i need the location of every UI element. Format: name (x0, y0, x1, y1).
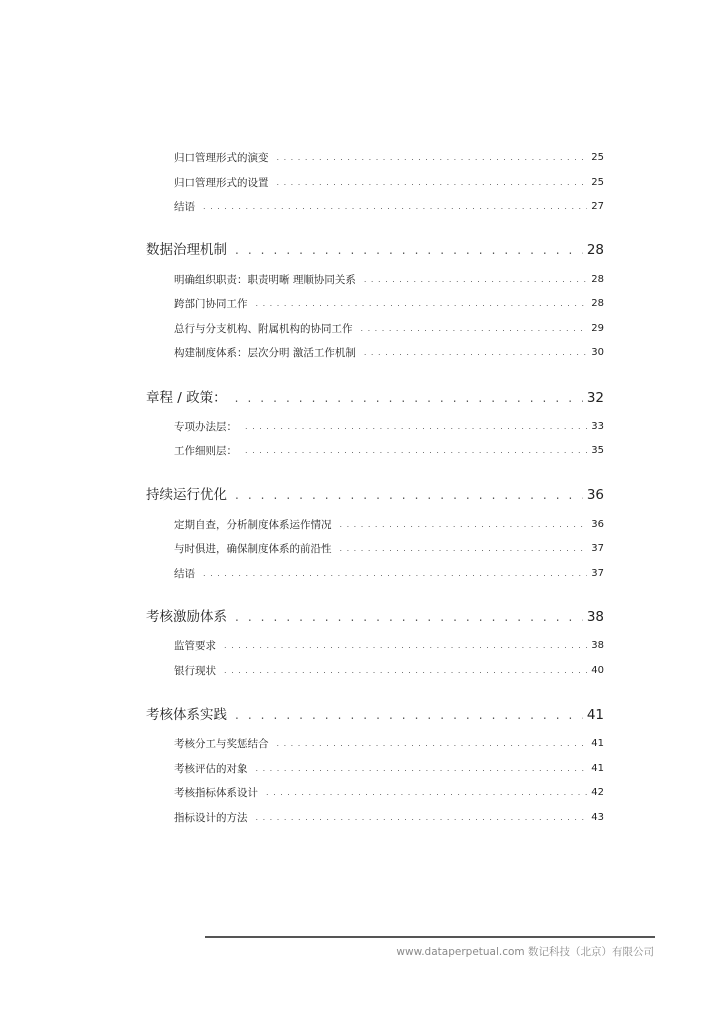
toc-entry-page: 28 (591, 274, 604, 285)
toc-section-title: 考核激励体系 (146, 609, 227, 625)
toc-entry-page: 25 (591, 177, 604, 188)
leader-dots (340, 518, 588, 532)
toc-entry[interactable] (174, 786, 604, 800)
toc-entry-title: 定期自查，分析制度体系运作情况 (174, 519, 332, 531)
toc-section-title: 考核体系实践 (146, 707, 227, 723)
toc-entry-title: 专项办法层： (174, 421, 237, 433)
leader-dots (203, 567, 587, 581)
leader-dots (235, 241, 583, 259)
leader-dots (235, 706, 583, 724)
toc-section[interactable] (146, 241, 604, 259)
toc-entry-page: 29 (591, 323, 604, 334)
toc-entry-page: 40 (591, 665, 604, 676)
toc-section-page: 28 (586, 242, 604, 258)
toc-section-title: 持续运行优化 (146, 487, 227, 503)
toc-entry-page: 43 (591, 812, 604, 823)
leader-dots (364, 273, 587, 287)
leader-dots (245, 420, 587, 434)
footer-divider (205, 936, 655, 938)
leader-dots (277, 176, 588, 190)
toc-entry[interactable] (174, 518, 604, 532)
leader-dots (340, 542, 588, 556)
toc-entry-title: 结语 (174, 201, 195, 213)
toc-entry[interactable] (174, 737, 604, 751)
toc-entry-title: 跨部门协同工作 (174, 298, 248, 310)
toc-entry-title: 总行与分支机构、附属机构的协同工作 (174, 323, 353, 335)
toc-entry[interactable] (174, 444, 604, 458)
toc-entry-page: 38 (591, 640, 604, 651)
toc-entry[interactable] (174, 322, 604, 336)
toc-entry-page: 36 (591, 519, 604, 530)
toc-section-title: 章程 / 政策： (146, 390, 227, 406)
toc-section[interactable] (146, 608, 604, 626)
toc-entry[interactable] (174, 567, 604, 581)
toc-entry-page: 41 (591, 763, 604, 774)
toc-entry-title: 监管要求 (174, 640, 216, 652)
toc-section-page: 36 (586, 487, 604, 503)
toc-entry-title: 归口管理形式的设置 (174, 177, 269, 189)
leader-dots (203, 200, 587, 214)
toc-entry-title: 结语 (174, 568, 195, 580)
toc-entry-title: 工作细则层： (174, 445, 237, 457)
leader-dots (235, 486, 583, 504)
toc-entry-title: 银行现状 (174, 665, 216, 677)
toc-entry-title: 考核指标体系设计 (174, 787, 258, 799)
toc-entry[interactable] (174, 297, 604, 311)
leader-dots (256, 762, 588, 776)
toc-entry[interactable] (174, 200, 604, 214)
leader-dots (235, 389, 583, 407)
toc-entry-title: 明确组织职责：职责明晰 理顺协同关系 (174, 274, 356, 286)
toc-entry-page: 37 (591, 568, 604, 579)
toc-entry-page: 42 (591, 787, 604, 798)
leader-dots (235, 608, 583, 626)
toc-entry[interactable] (174, 273, 604, 287)
footer-text: www.dataperpetual.com 数记科技（北京）有限公司 (396, 946, 654, 958)
leader-dots (277, 151, 588, 165)
toc-entry[interactable] (174, 176, 604, 190)
leader-dots (361, 322, 588, 336)
leader-dots (224, 639, 587, 653)
toc-entry[interactable] (174, 151, 604, 165)
toc-entry[interactable] (174, 762, 604, 776)
leader-dots (256, 811, 588, 825)
toc-entry-page: 28 (591, 298, 604, 309)
leader-dots (256, 297, 588, 311)
toc-section-page: 41 (586, 707, 604, 723)
toc-section-title: 数据治理机制 (146, 242, 227, 258)
toc-entry[interactable] (174, 664, 604, 678)
toc-section[interactable] (146, 389, 604, 407)
leader-dots (245, 444, 587, 458)
toc-section-page: 38 (586, 609, 604, 625)
toc-entry[interactable] (174, 346, 604, 360)
toc-entry-page: 30 (591, 347, 604, 358)
toc-entry-page: 27 (591, 201, 604, 212)
toc-entry-page: 37 (591, 543, 604, 554)
toc-entry[interactable] (174, 811, 604, 825)
toc-section-page: 32 (586, 390, 604, 406)
toc-entry-title: 指标设计的方法 (174, 812, 248, 824)
toc-entry-title: 归口管理形式的演变 (174, 152, 269, 164)
leader-dots (277, 737, 588, 751)
toc-entry-page: 33 (591, 421, 604, 432)
toc-section[interactable] (146, 706, 604, 724)
leader-dots (266, 786, 587, 800)
toc-entry-page: 35 (591, 445, 604, 456)
toc-section[interactable] (146, 486, 604, 504)
toc-entry[interactable] (174, 420, 604, 434)
leader-dots (224, 664, 587, 678)
toc-entry[interactable] (174, 542, 604, 556)
leader-dots (364, 346, 587, 360)
toc-entry-title: 考核分工与奖惩结合 (174, 738, 269, 750)
toc-entry-title: 构建制度体系：层次分明 激活工作机制 (174, 347, 356, 359)
toc-entry-page: 25 (591, 152, 604, 163)
toc-entry-title: 考核评估的对象 (174, 763, 248, 775)
toc-entry[interactable] (174, 639, 604, 653)
toc-entry-title: 与时俱进，确保制度体系的前沿性 (174, 543, 332, 555)
toc-entry-page: 41 (591, 738, 604, 749)
